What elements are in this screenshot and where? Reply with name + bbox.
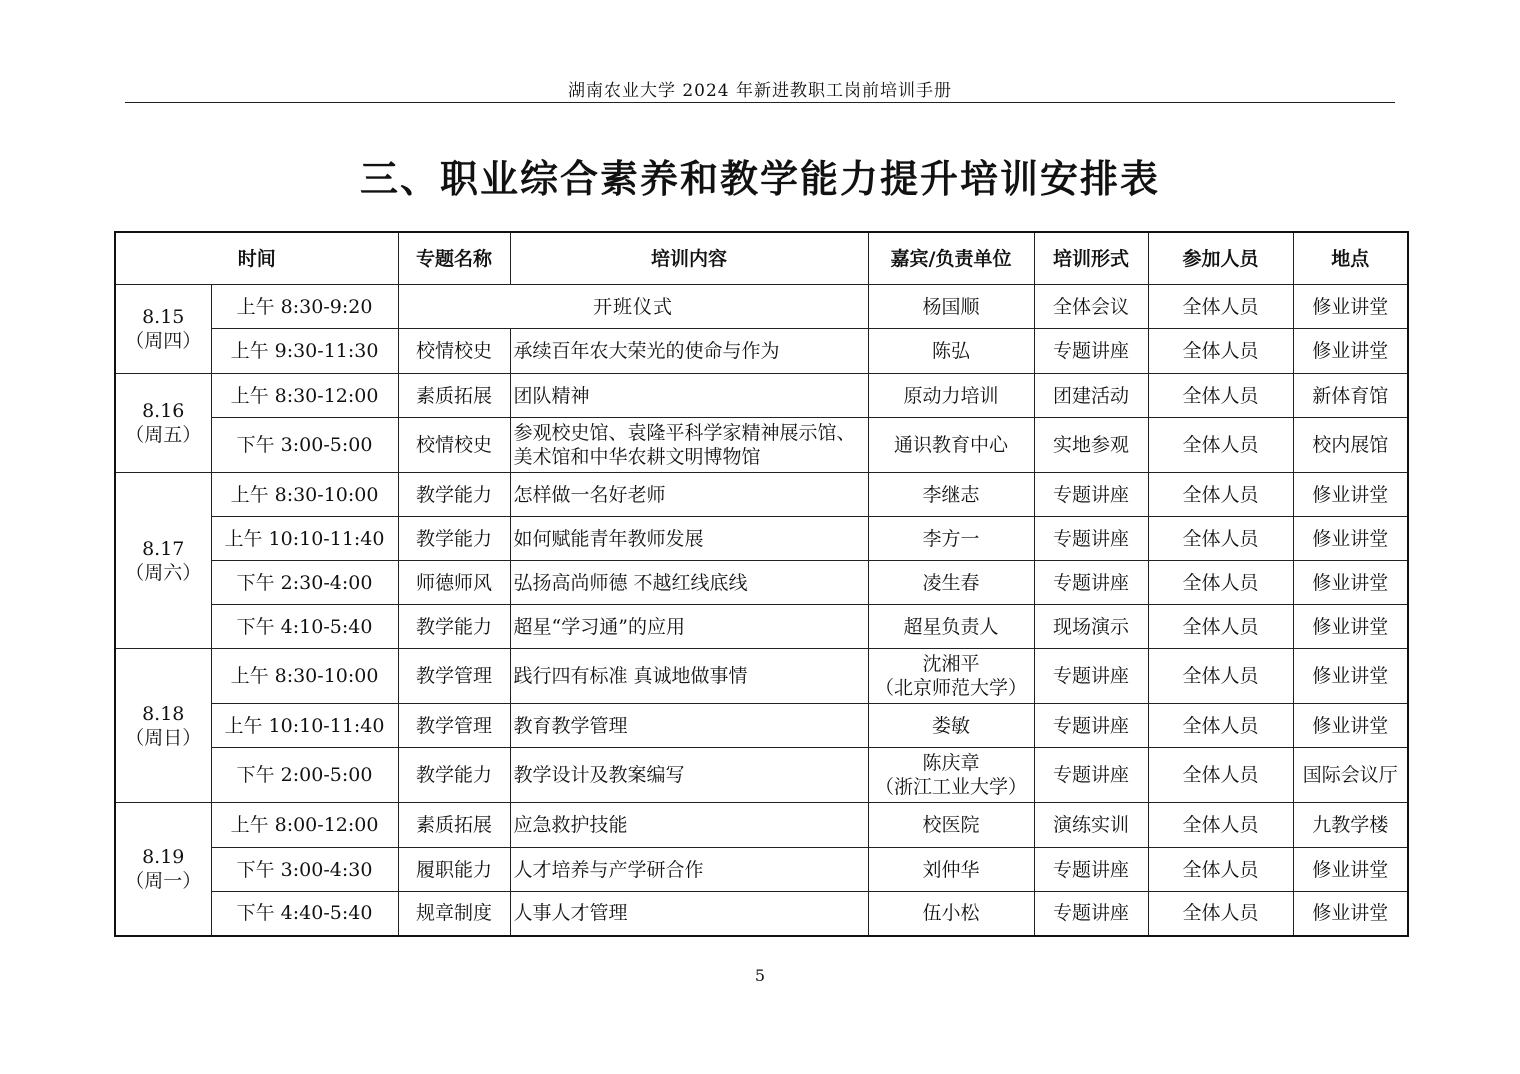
topic-cell: 教学能力 [398, 517, 510, 561]
time-cell: 上午 10:10-11:40 [211, 704, 398, 748]
venue-cell: 修业讲堂 [1293, 561, 1408, 605]
column-header-time: 时间 [115, 232, 398, 285]
host-cell: 李继志 [868, 473, 1034, 517]
table-row [115, 605, 1408, 649]
host-affiliation: （浙江工业大学） [875, 776, 1028, 798]
host-cell [868, 748, 1034, 803]
format-cell: 专题讲座 [1034, 473, 1148, 517]
time-cell: 上午 8:30-12:00 [211, 374, 398, 418]
time-cell: 上午 10:10-11:40 [211, 517, 398, 561]
column-header-content: 培训内容 [510, 232, 868, 285]
attendees-cell: 全体人员 [1148, 748, 1293, 803]
attendees-cell: 全体人员 [1148, 517, 1293, 561]
time-cell: 上午 8:00-12:00 [211, 803, 398, 848]
table-header-row [115, 232, 1408, 285]
content-cell: 人事人才管理 [510, 892, 868, 936]
content-cell: 人才培养与产学研合作 [510, 848, 868, 892]
date-label: 8.17 [142, 537, 185, 560]
host-cell: 杨国顺 [868, 285, 1034, 329]
date-label: 8.16 [142, 400, 185, 422]
topic-cell: 素质拓展 [398, 374, 510, 418]
attendees-cell: 全体人员 [1148, 704, 1293, 748]
host-cell: 校医院 [868, 803, 1034, 848]
date-cell [115, 374, 211, 473]
attendees-cell: 全体人员 [1148, 329, 1293, 374]
page-title: 三、职业综合素养和教学能力提升培训安排表 [359, 157, 1160, 201]
host-cell: 凌生春 [868, 561, 1034, 605]
host-cell: 超星负责人 [868, 605, 1034, 649]
table-row [115, 517, 1408, 561]
venue-cell: 国际会议厅 [1293, 748, 1408, 803]
topic-cell: 校情校史 [398, 418, 510, 473]
content-cell: 践行四有标准 真诚地做事情 [510, 649, 868, 704]
weekday-label: （周五） [125, 424, 202, 446]
format-cell: 专题讲座 [1034, 649, 1148, 704]
venue-cell: 修业讲堂 [1293, 892, 1408, 936]
time-cell: 上午 8:30-9:20 [211, 285, 398, 329]
table-row [115, 848, 1408, 892]
time-cell: 上午 9:30-11:30 [211, 329, 398, 374]
attendees-cell: 全体人员 [1148, 418, 1293, 473]
venue-cell: 修业讲堂 [1293, 473, 1408, 517]
format-cell: 现场演示 [1034, 605, 1148, 649]
format-cell: 专题讲座 [1034, 892, 1148, 936]
venue-cell: 修业讲堂 [1293, 848, 1408, 892]
weekday-label: （周四） [125, 330, 202, 352]
attendees-cell: 全体人员 [1148, 605, 1293, 649]
venue-cell: 新体育馆 [1293, 374, 1408, 418]
time-cell: 下午 4:10-5:40 [211, 605, 398, 649]
table-row [115, 649, 1408, 704]
content-cell: 怎样做一名好老师 [510, 473, 868, 517]
format-cell: 实地参观 [1034, 418, 1148, 473]
table-row [115, 329, 1408, 374]
topic-cell: 教学管理 [398, 704, 510, 748]
host-cell: 通识教育中心 [868, 418, 1034, 473]
date-label: 8.19 [142, 845, 185, 868]
table-row [115, 561, 1408, 605]
table-row [115, 374, 1408, 418]
column-header-format: 培训形式 [1034, 232, 1148, 285]
venue-cell: 校内展馆 [1293, 418, 1408, 473]
topic-cell: 教学能力 [398, 473, 510, 517]
venue-cell: 修业讲堂 [1293, 649, 1408, 704]
format-cell: 演练实训 [1034, 803, 1148, 848]
topic-cell: 规章制度 [398, 892, 510, 936]
table-row [115, 418, 1408, 473]
column-header-topic: 专题名称 [398, 232, 510, 285]
format-cell: 全体会议 [1034, 285, 1148, 329]
column-header-venue: 地点 [1293, 232, 1408, 285]
weekday-label: （周六） [125, 561, 202, 584]
content-cell: 教育教学管理 [510, 704, 868, 748]
date-cell [115, 649, 211, 803]
venue-cell: 修业讲堂 [1293, 704, 1408, 748]
content-cell: 团队精神 [510, 374, 868, 418]
host-cell: 伍小松 [868, 892, 1034, 936]
page-number: 5 [754, 966, 766, 985]
date-cell [115, 285, 211, 374]
content-cell: 应急救护技能 [510, 803, 868, 848]
time-cell: 下午 2:00-5:00 [211, 748, 398, 803]
topic-cell: 师德师风 [398, 561, 510, 605]
venue-cell: 九教学楼 [1293, 803, 1408, 848]
column-header-attendees: 参加人员 [1148, 232, 1293, 285]
topic-cell: 教学能力 [398, 605, 510, 649]
table-row [115, 704, 1408, 748]
venue-cell: 修业讲堂 [1293, 329, 1408, 374]
format-cell: 专题讲座 [1034, 704, 1148, 748]
venue-cell: 修业讲堂 [1293, 285, 1408, 329]
date-cell [115, 803, 211, 936]
host-cell: 原动力培训 [868, 374, 1034, 418]
table-row [115, 748, 1408, 803]
attendees-cell: 全体人员 [1148, 848, 1293, 892]
content-cell: 如何赋能青年教师发展 [510, 517, 868, 561]
column-header-host: 嘉宾/负责单位 [868, 232, 1034, 285]
date-label: 8.15 [142, 306, 185, 328]
topic-cell: 履职能力 [398, 848, 510, 892]
table-row [115, 473, 1408, 517]
content-cell: 教学设计及教案编写 [510, 748, 868, 803]
content-cell: 弘扬高尚师德 不越红线底线 [510, 561, 868, 605]
host-cell [868, 649, 1034, 704]
format-cell: 专题讲座 [1034, 848, 1148, 892]
attendees-cell: 全体人员 [1148, 561, 1293, 605]
topic-cell: 教学能力 [398, 748, 510, 803]
attendees-cell: 全体人员 [1148, 473, 1293, 517]
content-cell: 开班仪式 [398, 285, 868, 329]
topic-cell: 素质拓展 [398, 803, 510, 848]
table-row [115, 285, 1408, 329]
content-cell: 承续百年农大荣光的使命与作为 [510, 329, 868, 374]
time-cell: 上午 8:30-10:00 [211, 649, 398, 704]
venue-cell: 修业讲堂 [1293, 517, 1408, 561]
topic-cell: 教学管理 [398, 649, 510, 704]
attendees-cell: 全体人员 [1148, 803, 1293, 848]
attendees-cell: 全体人员 [1148, 374, 1293, 418]
running-header: 湖南农业大学 2024 年新进教职工岗前培训手册 [567, 81, 953, 101]
attendees-cell: 全体人员 [1148, 649, 1293, 704]
time-cell: 上午 8:30-10:00 [211, 473, 398, 517]
content-cell: 超星“学习通”的应用 [510, 605, 868, 649]
format-cell: 专题讲座 [1034, 329, 1148, 374]
format-cell: 专题讲座 [1034, 561, 1148, 605]
content-cell: 参观校史馆、袁隆平科学家精神展示馆、美术馆和中华农耕文明博物馆 [510, 418, 868, 473]
host-name: 陈庆章 [922, 752, 980, 774]
time-cell: 下午 3:00-4:30 [211, 848, 398, 892]
date-cell [115, 473, 211, 649]
venue-cell: 修业讲堂 [1293, 605, 1408, 649]
attendees-cell: 全体人员 [1148, 285, 1293, 329]
host-cell: 娄敏 [868, 704, 1034, 748]
attendees-cell: 全体人员 [1148, 892, 1293, 936]
table-row [115, 803, 1408, 848]
training-schedule-table [114, 231, 1409, 937]
header-divider [125, 102, 1395, 103]
host-cell: 刘仲华 [868, 848, 1034, 892]
host-cell: 李方一 [868, 517, 1034, 561]
weekday-label: （周一） [125, 869, 202, 892]
time-cell: 下午 4:40-5:40 [211, 892, 398, 936]
table-row [115, 892, 1408, 936]
date-label: 8.18 [142, 702, 185, 725]
topic-cell: 校情校史 [398, 329, 510, 374]
time-cell: 下午 3:00-5:00 [211, 418, 398, 473]
time-cell: 下午 2:30-4:00 [211, 561, 398, 605]
format-cell: 专题讲座 [1034, 517, 1148, 561]
format-cell: 团建活动 [1034, 374, 1148, 418]
format-cell: 专题讲座 [1034, 748, 1148, 803]
host-cell: 陈弘 [868, 329, 1034, 374]
host-affiliation: （北京师范大学） [875, 677, 1028, 699]
weekday-label: （周日） [125, 726, 202, 749]
host-name: 沈湘平 [922, 653, 980, 675]
